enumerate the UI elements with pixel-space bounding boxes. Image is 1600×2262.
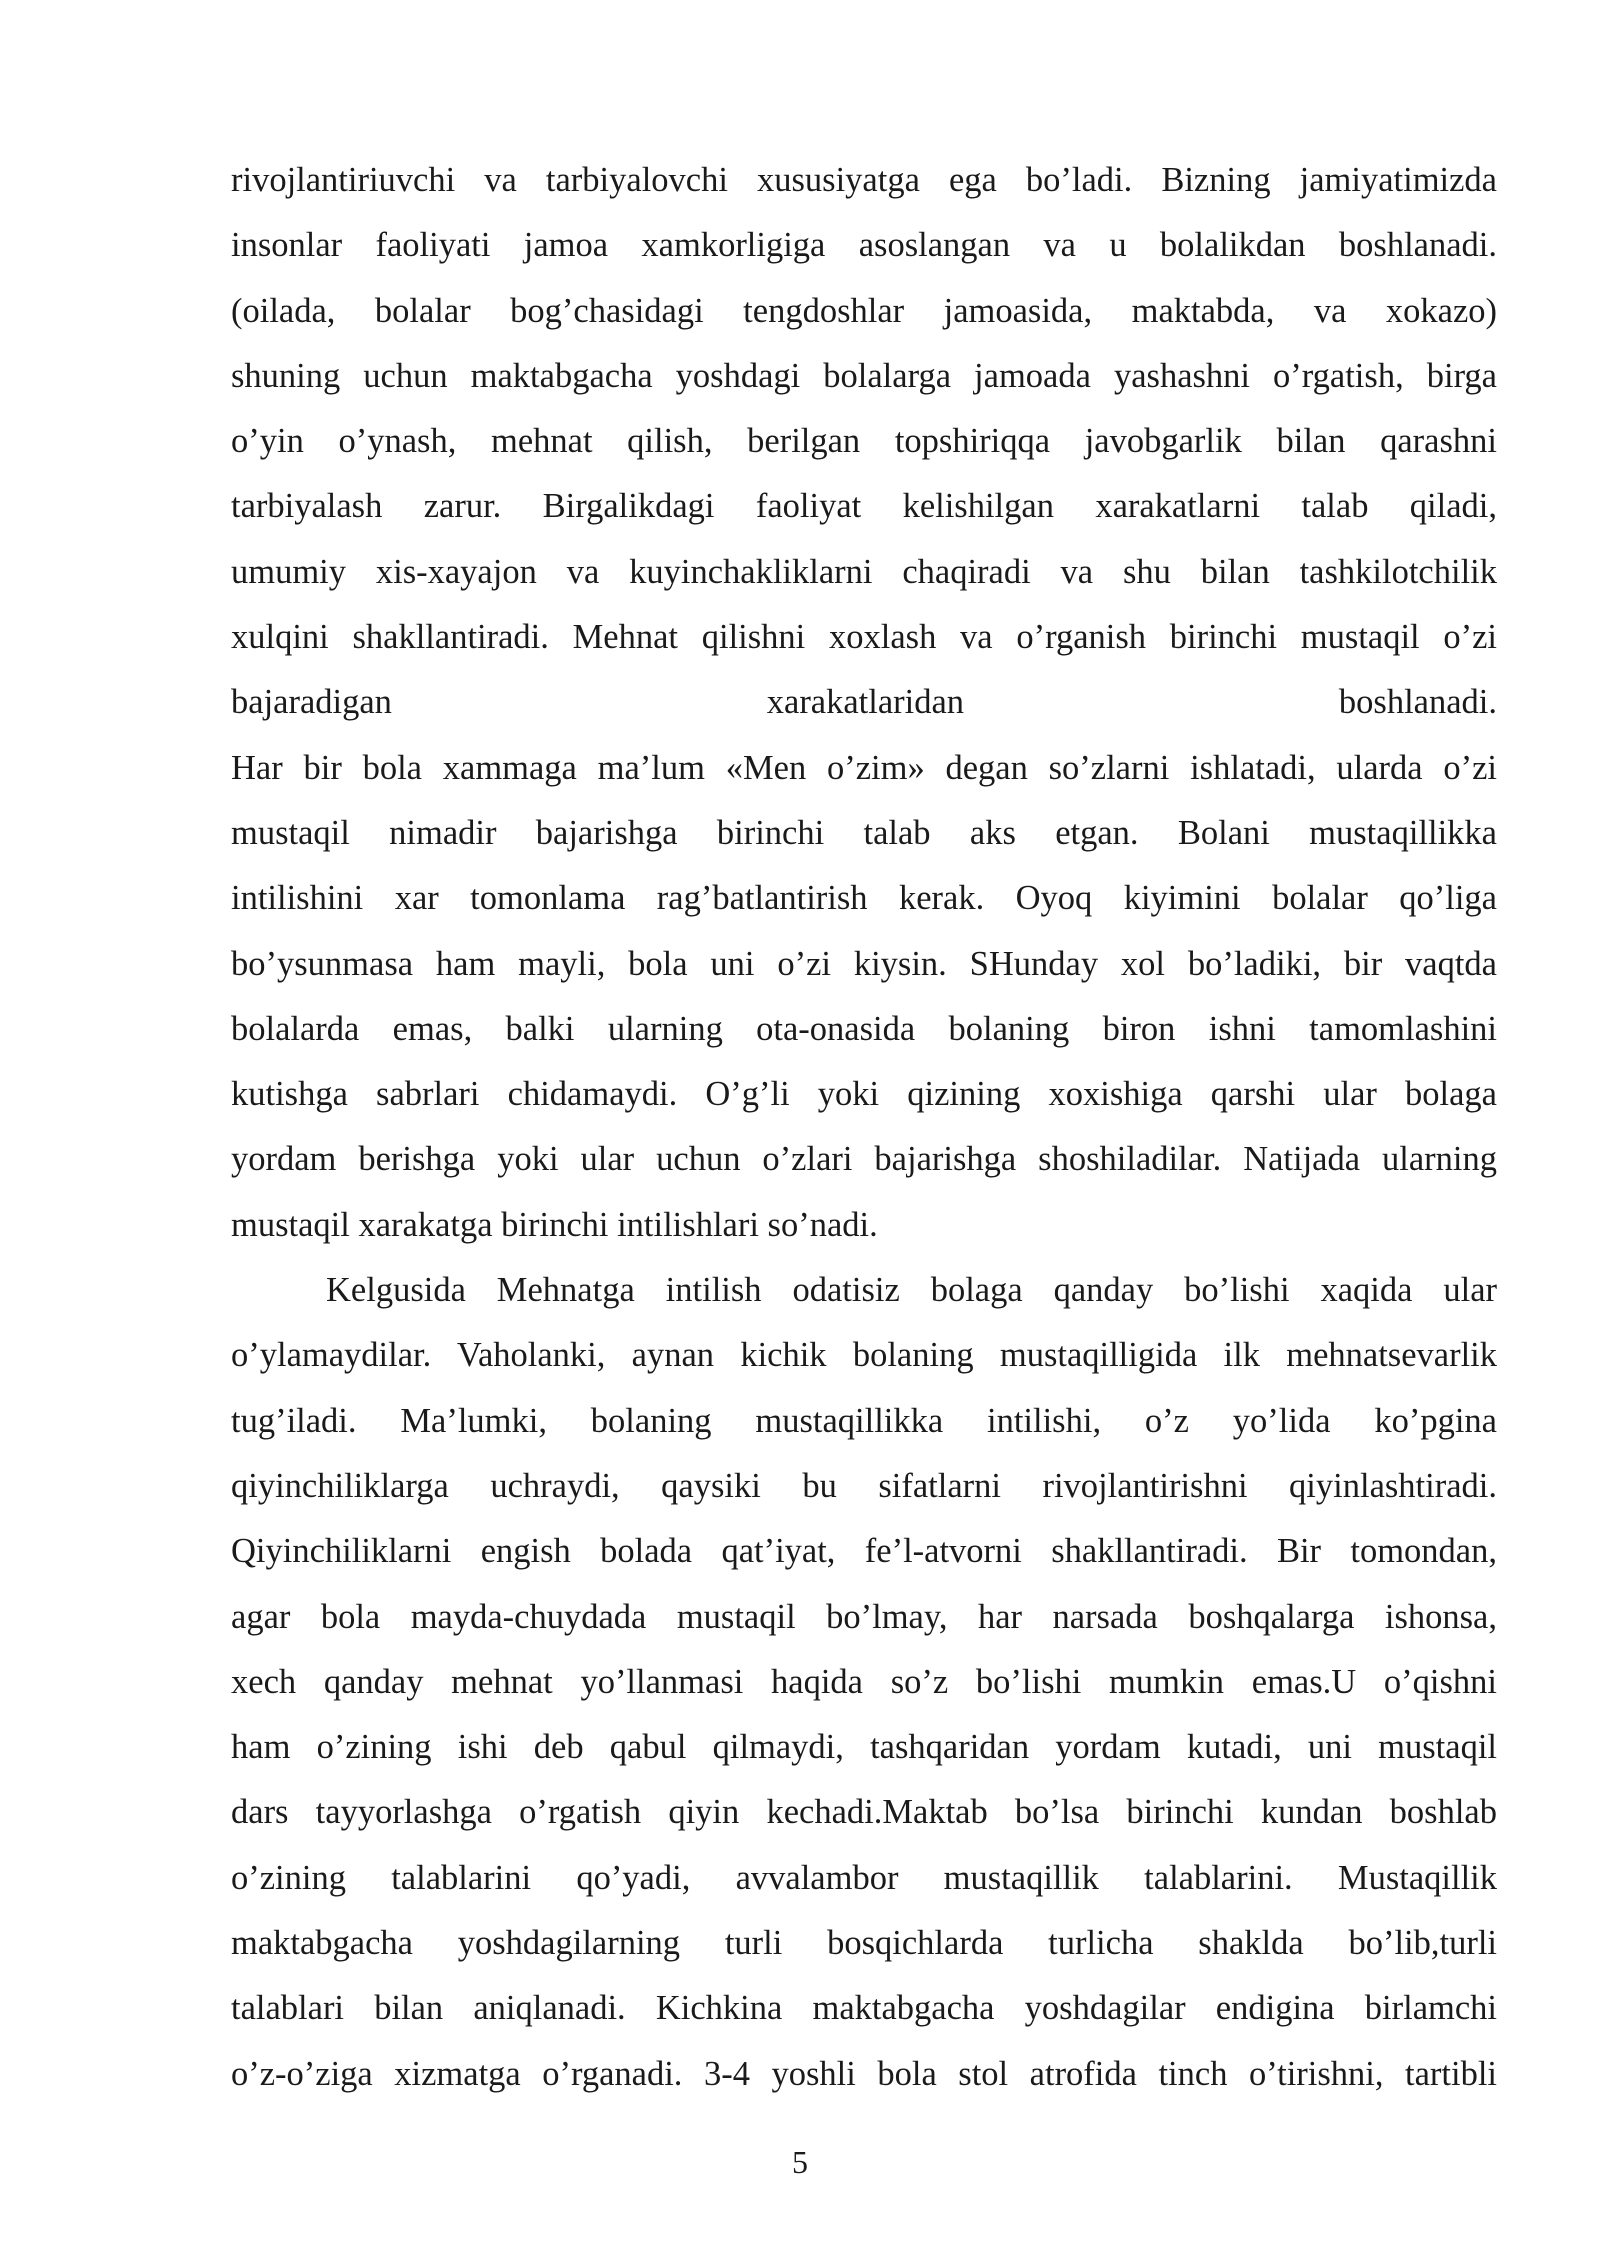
- text-line: kutishga sabrlari chidamaydi. O’g’li yoki qizining xoxishiga qarshi ular bolaga: [231, 1075, 1497, 1114]
- text-line: o’yin o’ynash, mehnat qilish, berilgan topshiriqqa javobgarlik bilan qarashni: [231, 422, 1497, 461]
- text-line: (oilada, bolalar bog’chasidagi tengdoshlar jamoasida, maktabda, va xokazo): [231, 291, 1497, 330]
- text-line: insonlar faoliyati jamoa xamkorligiga asoslangan va u bolalikdan boshlanadi.: [231, 226, 1497, 265]
- text-line: xulqini shakllantiradi. Mehnat qilishni xoxlash va o’rganish birinchi mustaqil o’zi: [231, 618, 1497, 657]
- text-line: tug’iladi. Ma’lumki, bolaning mustaqillikka intilishi, o’z yo’lida ko’pgina: [231, 1401, 1497, 1440]
- text-line: agar bola mayda-chuydada mustaqil bo’lmay, har narsada boshqalarga ishonsa,: [231, 1597, 1497, 1636]
- text-line: Qiyinchiliklarni engish bolada qat’iyat, fe’l-atvorni shakllantiradi. Bir tomondan,: [231, 1532, 1497, 1571]
- text-line: xech qanday mehnat yo’llanmasi haqida so’z bo’lishi mumkin emas.U o’qishni: [231, 1662, 1497, 1701]
- text-line: Har bir bola xammaga ma’lum «Men o’zim» degan so’zlarni ishlatadi, ularda o’zi: [231, 748, 1497, 787]
- paragraph-first-line: Kelgusida Mehnatga intilish odatisiz bolaga qanday bo’lishi xaqida ular: [326, 1271, 1497, 1310]
- text-line: o’ylamaydilar. Vaholanki, aynan kichik bolaning mustaqilligida ilk mehnatsevarlik: [231, 1336, 1497, 1375]
- text-line: tarbiyalash zarur. Birgalikdagi faoliyat kelishilgan xarakatlarni talab qiladi,: [231, 487, 1497, 526]
- text-line: shuning uchun maktabgacha yoshdagi bolalarga jamoada yashashni o’rgatish, birga: [231, 356, 1497, 395]
- text-line: maktabgacha yoshdagilarning turli bosqichlarda turlicha shaklda bo’lib,turli: [231, 1924, 1497, 1963]
- body-text: [231, 148, 1497, 2107]
- text-line: bolalarda emas, balki ularning ota-onasida bolaning biron ishni tamomlashini: [231, 1009, 1497, 1048]
- text-line: o’zining talablarini qo’yadi, avvalambor mustaqillik talablarini. Mustaqillik: [231, 1858, 1497, 1897]
- text-line: rivojlantiriuvchi va tarbiyalovchi xususiyatga ega bo’ladi. Bizning jamiyatimizda: [231, 161, 1497, 199]
- text-line: mustaqil xarakatga birinchi intilishlari so’nadi.: [231, 1205, 878, 1244]
- text-line: o’z-o’ziga xizmatga o’rganadi. 3-4 yoshli bola stol atrofida tinch o’tirishni, tartibli: [231, 2054, 1497, 2093]
- text-line: mustaqil nimadir bajarishga birinchi talab aks etgan. Bolani mustaqillikka: [231, 813, 1497, 852]
- text-line: ham o’zining ishi deb qabul qilmaydi, tashqaridan yordam kutadi, uni mustaqil: [231, 1728, 1497, 1767]
- text-line: dars tayyorlashga o’rgatish qiyin kechadi.Maktab bo’lsa birinchi kundan boshlab: [231, 1793, 1497, 1832]
- text-line: talablari bilan aniqlanadi. Kichkina maktabgacha yoshdagilar endigina birlamchi: [231, 1989, 1497, 2028]
- text-line: bajaradigan xarakatlaridan boshlanadi.: [231, 683, 1497, 722]
- text-line: yordam berishga yoki ular uchun o’zlari bajarishga shoshiladilar. Natijada ularning: [231, 1140, 1497, 1179]
- text-line: bo’ysunmasa ham mayli, bola uni o’zi kiysin. SHunday xol bo’ladiki, bir vaqtda: [231, 944, 1497, 983]
- text-line: intilishini xar tomonlama rag’batlantirish kerak. Oyoq kiyimini bolalar qo’liga: [231, 879, 1497, 918]
- text-line: umumiy xis-xayajon va kuyinchakliklarni chaqiradi va shu bilan tashkilotchilik: [231, 552, 1497, 591]
- text-line: qiyinchiliklarga uchraydi, qaysiki bu sifatlarni rivojlantirishni qiyinlashtiradi.: [231, 1466, 1497, 1505]
- page-number: 5: [792, 2144, 808, 2180]
